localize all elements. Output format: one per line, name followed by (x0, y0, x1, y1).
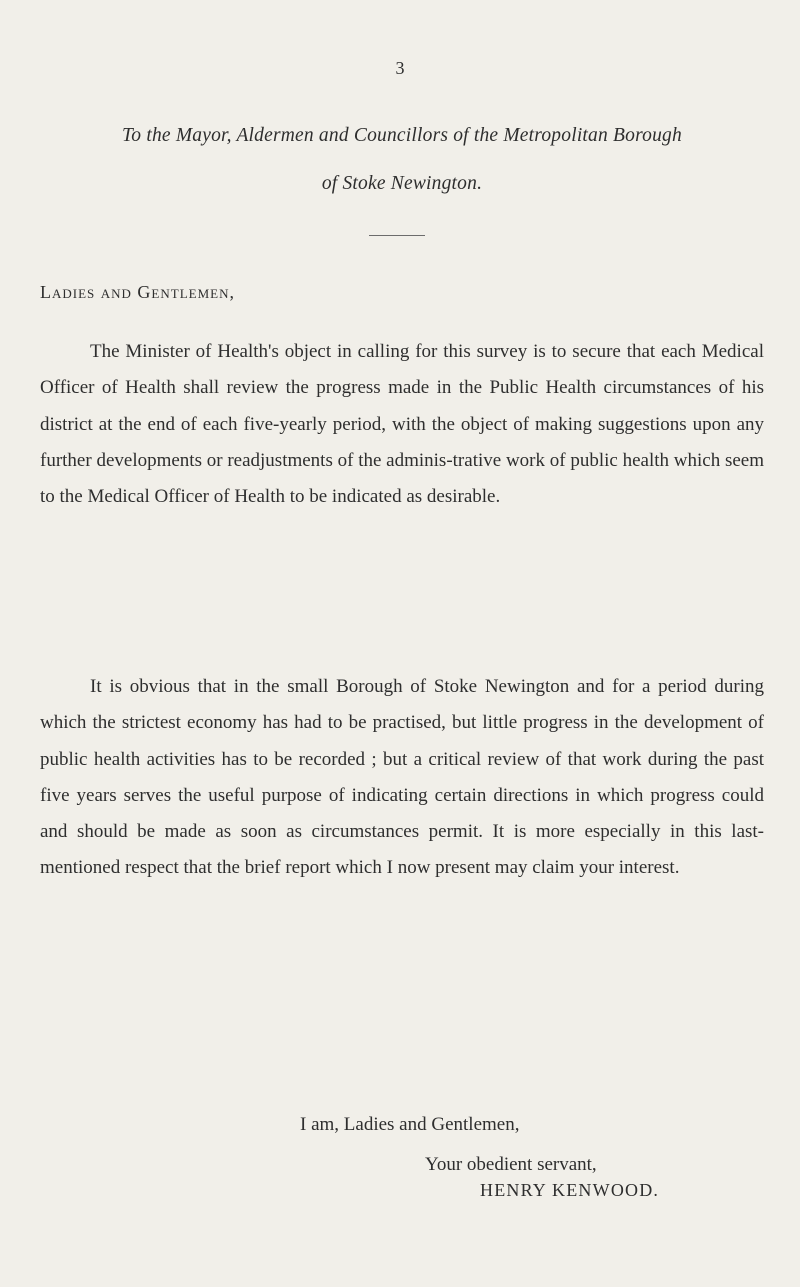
divider (369, 235, 425, 236)
address-line-2: of Stoke Newington. (321, 173, 483, 194)
paragraph-2: It is obvious that in the small Borough of Stoke Newington and for a period during which the strictest economy has had to be practised, but little progress in the development of public health activities has to be recorded ; but a critical review of that work during the past five years serves the useful purpose of indicating certain directions in which progress could and should be made as soon as circumstances permit. It is more especially in this last-mentioned respect that the brief report which I now present may claim your interest. (40, 676, 764, 879)
address-block (40, 112, 764, 208)
paragraph-1: The Minister of Health's object in calling for this survey is to secure that each Medical Officer of Health shall review the progress made in the Public Health circumstances of his district at the end of each five-yearly period, with the object of making suggestions upon any further developments or readjustments of the adminis-trative work of public health which seem to the Medical Officer of Health to be indicated as desirable. (40, 341, 764, 508)
address-line-1: To the Mayor, Aldermen and Councillors of the Metropolitan Borough (122, 125, 682, 146)
closing-line-1: I am, Ladies and Gentlemen, (300, 1114, 520, 1135)
signature: HENRY KENWOOD. (480, 1180, 660, 1200)
salutation: Ladies and Gentlemen, (40, 282, 235, 302)
closing-line-2: Your obedient servant, (425, 1154, 597, 1175)
page-number: 3 (395, 58, 405, 78)
